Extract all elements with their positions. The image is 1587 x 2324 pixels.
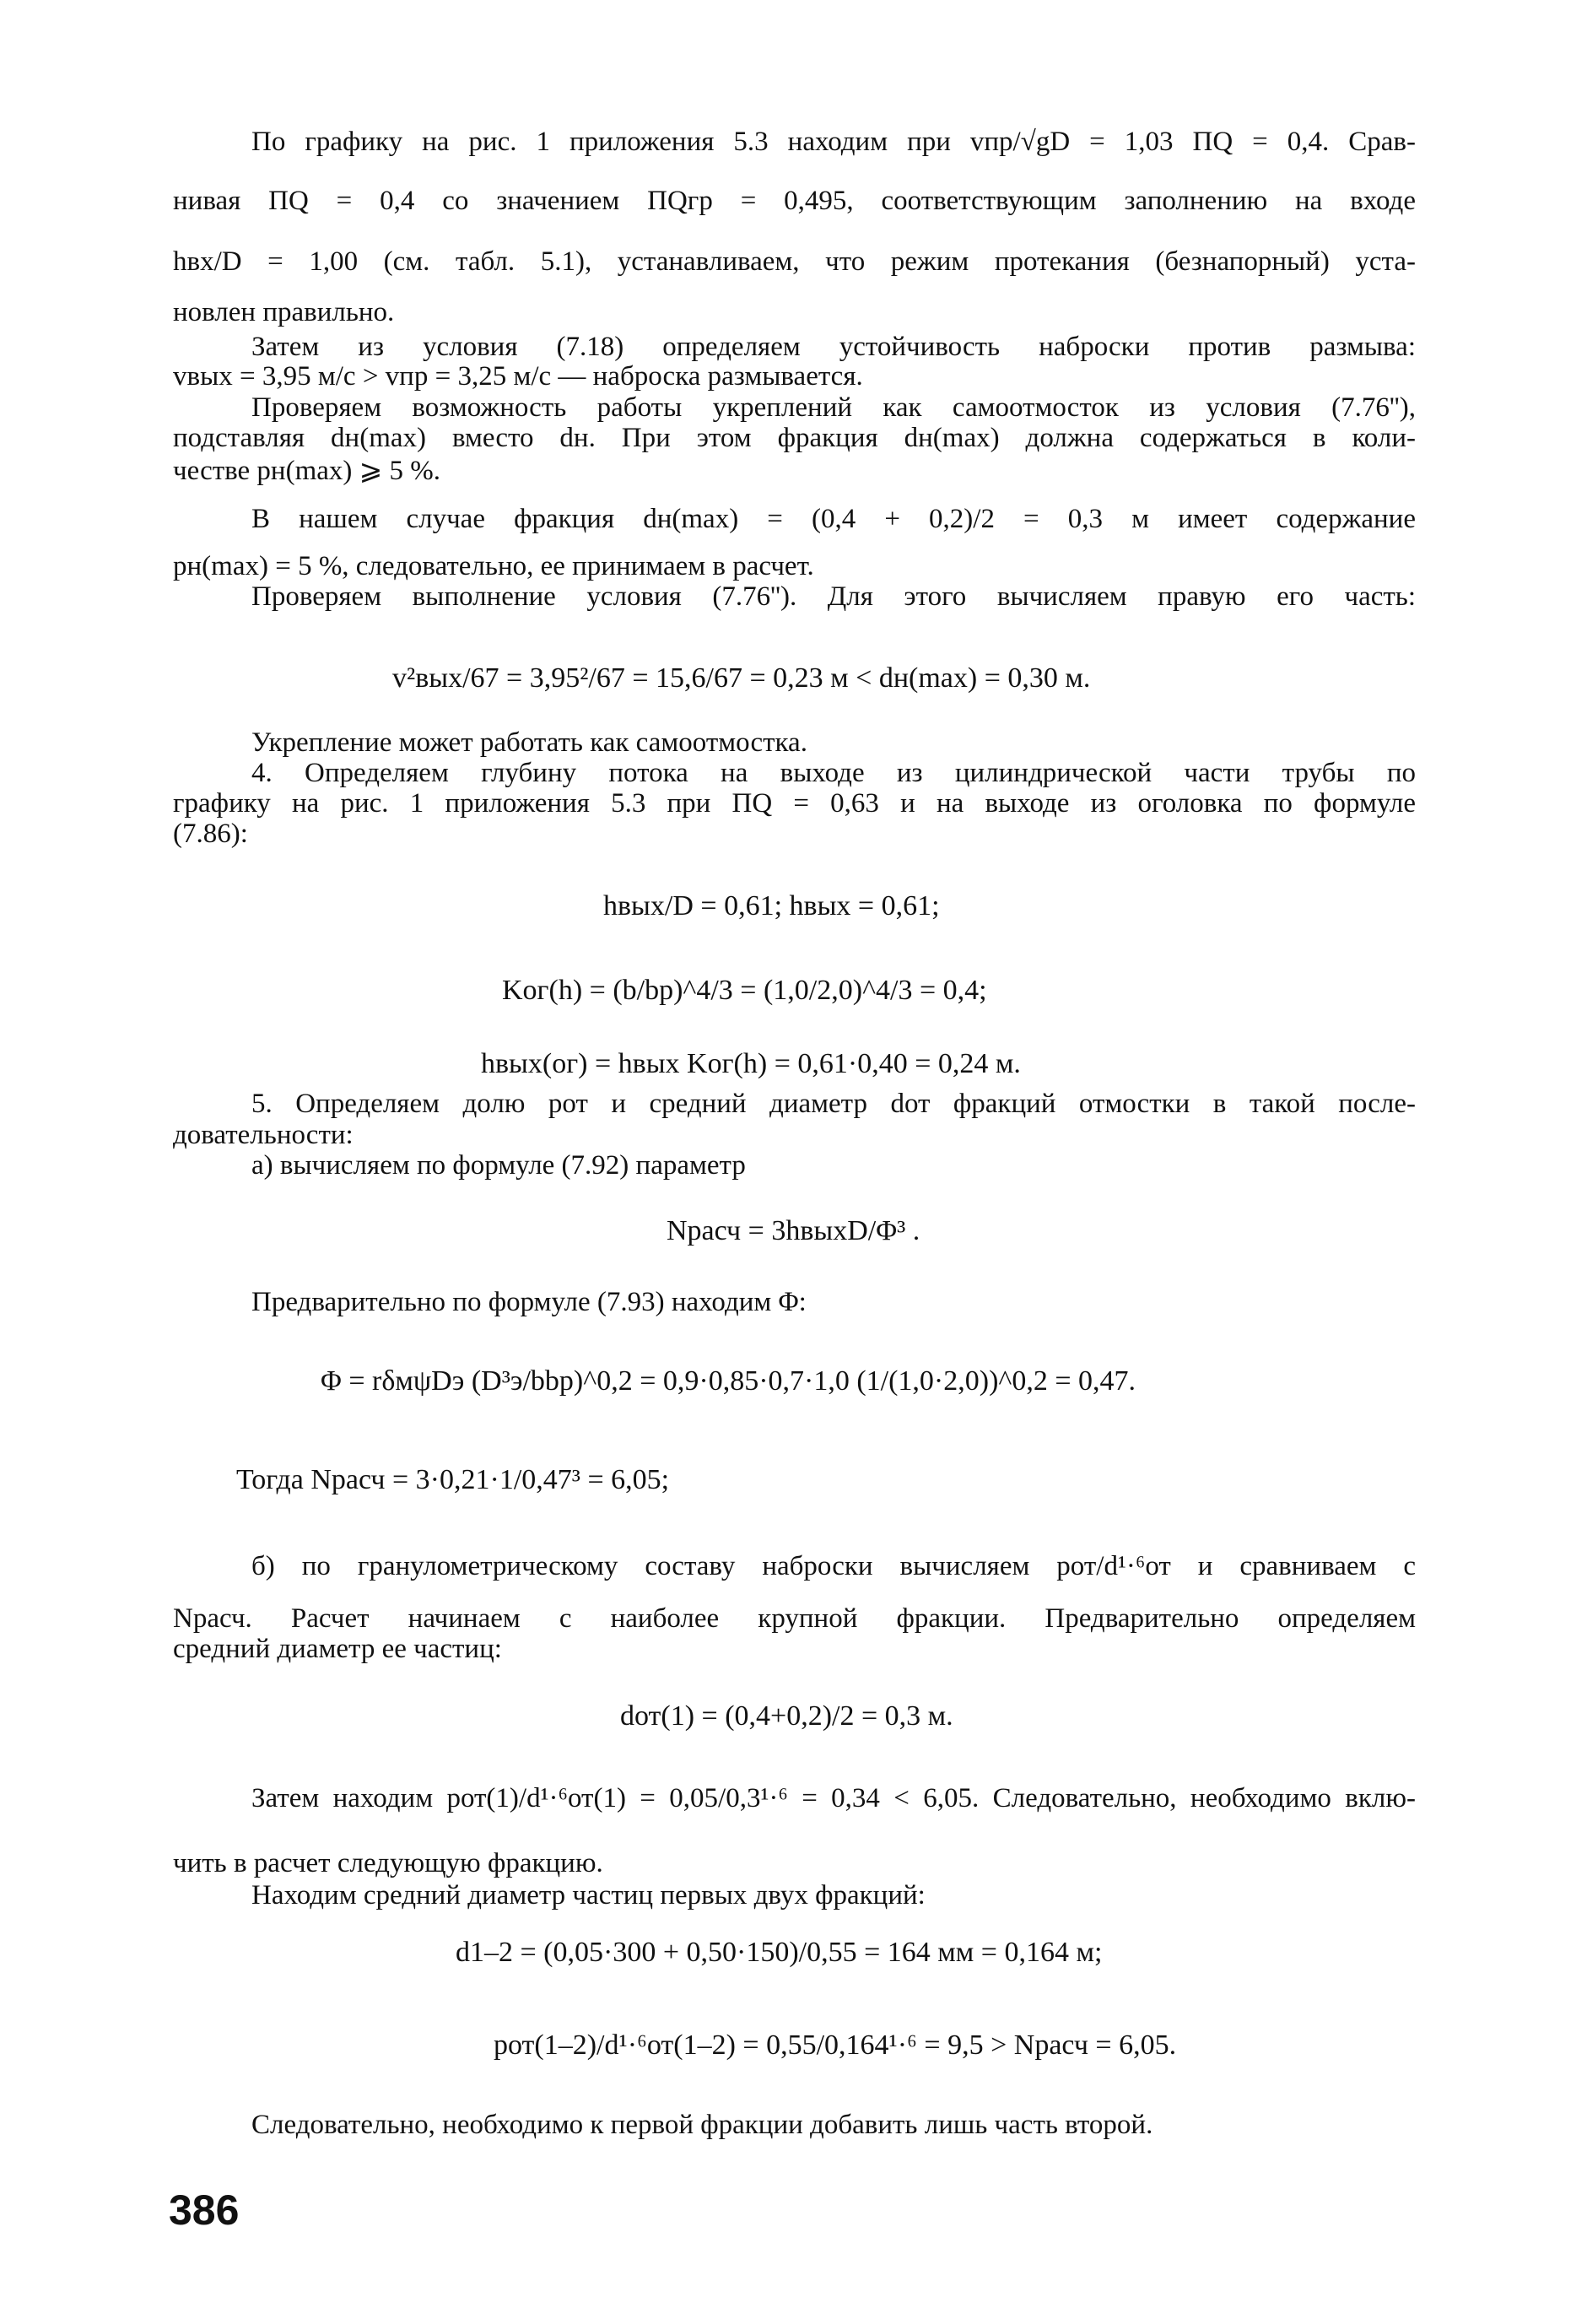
- text-line: vвых = 3,95 м/с > vпр = 3,25 м/с — наброска размывается.: [173, 361, 863, 392]
- text-line: чить в расчет следующую фракцию.: [173, 1848, 603, 1878]
- equation: Φ = rδмψDэ (D³э/bbp)^0,2 = 0,9·0,85·0,7·1,0 (1/(1,0·2,0))^0,2 = 0,47.: [321, 1365, 1136, 1397]
- equation: v²вых/67 = 3,95²/67 = 15,6/67 = 0,23 м < dн(max) = 0,30 м.: [392, 662, 1091, 694]
- text-line: Затем находим pот(1)/d¹·⁶от(1) = 0,05/0,3¹·⁶ = 0,34 < 6,05. Следовательно, необходимо вклю-: [251, 1783, 1416, 1813]
- text-line: Nрасч. Расчет начинаем с наиболее крупной фракции. Предварительно определяем: [173, 1603, 1416, 1634]
- text-line: честве pн(max) ⩾ 5 %.: [173, 456, 441, 486]
- equation: Kог(h) = (b/bp)^4/3 = (1,0/2,0)^4/3 = 0,4;: [502, 975, 987, 1006]
- text-line: 4. Определяем глубину потока на выходе из цилиндрической части трубы по: [251, 758, 1416, 788]
- text-line: По графику на рис. 1 приложения 5.3 находим при vпр/√gD = 1,03 ПQ = 0,4. Срав-: [251, 127, 1416, 157]
- equation: dот(1) = (0,4+0,2)/2 = 0,3 м.: [620, 1700, 953, 1732]
- equation: Nрасч = 3hвыхD/Φ³ .: [667, 1215, 920, 1246]
- text-line: В нашем случае фракция dн(max) = (0,4 + 0,2)/2 = 0,3 м имеет содержание: [251, 504, 1416, 534]
- text-line: Предварительно по формуле (7.93) находим Φ:: [251, 1287, 807, 1317]
- text-line: Укрепление может работать как самоотмостка.: [251, 727, 807, 758]
- text-line: подставляя dн(max) вместо dн. При этом фракция dн(max) должна содержаться в коли-: [173, 423, 1416, 453]
- text-line: средний диаметр ее частиц:: [173, 1634, 502, 1664]
- text-line: новлен правильно.: [173, 297, 395, 327]
- text-line: б) по гранулометрическому составу наброски вычисляем pот/d¹·⁶от и сравниваем с: [251, 1551, 1416, 1581]
- equation: Тогда Nрасч = 3·0,21·1/0,47³ = 6,05;: [236, 1464, 670, 1495]
- text-line: hвх/D = 1,00 (см. табл. 5.1), устанавливаем, что режим протекания (безнапорный) уста-: [173, 246, 1416, 277]
- page-number: 386: [169, 2186, 240, 2234]
- text-line: pн(max) = 5 %, следовательно, ее принимаем в расчет.: [173, 551, 814, 581]
- text-line: Затем из условия (7.18) определяем устойчивость наброски против размыва:: [251, 332, 1416, 362]
- equation: pот(1–2)/d¹·⁶от(1–2) = 0,55/0,164¹·⁶ = 9,5 > Nрасч = 6,05.: [494, 2029, 1177, 2061]
- text-line: довательности:: [173, 1120, 354, 1150]
- text-line: 5. Определяем долю pот и средний диаметр dот фракций отмостки в такой после-: [251, 1089, 1416, 1119]
- equation: hвых/D = 0,61; hвых = 0,61;: [603, 890, 940, 921]
- text-line: Проверяем выполнение условия (7.76''). Для этого вычисляем правую его часть:: [251, 581, 1416, 612]
- text-line: Находим средний диаметр частиц первых двух фракций:: [251, 1880, 926, 1911]
- text-line: графику на рис. 1 приложения 5.3 при ПQ = 0,63 и на выходе из оголовка по формуле: [173, 788, 1416, 819]
- equation: hвых(ог) = hвых Kог(h) = 0,61·0,40 = 0,24 м.: [481, 1048, 1021, 1079]
- text-line: Проверяем возможность работы укреплений как самоотмосток из условия (7.76''),: [251, 392, 1416, 423]
- text-line: (7.86):: [173, 819, 248, 849]
- equation: d1–2 = (0,05·300 + 0,50·150)/0,55 = 164 мм = 0,164 м;: [456, 1937, 1103, 1968]
- text-line: нивая ПQ = 0,4 со значением ПQгр = 0,495, соответствующим заполнению на входе: [173, 186, 1416, 216]
- text-line: а) вычисляем по формуле (7.92) параметр: [251, 1150, 746, 1181]
- text-line: Следовательно, необходимо к первой фракции добавить лишь часть второй.: [251, 2110, 1153, 2140]
